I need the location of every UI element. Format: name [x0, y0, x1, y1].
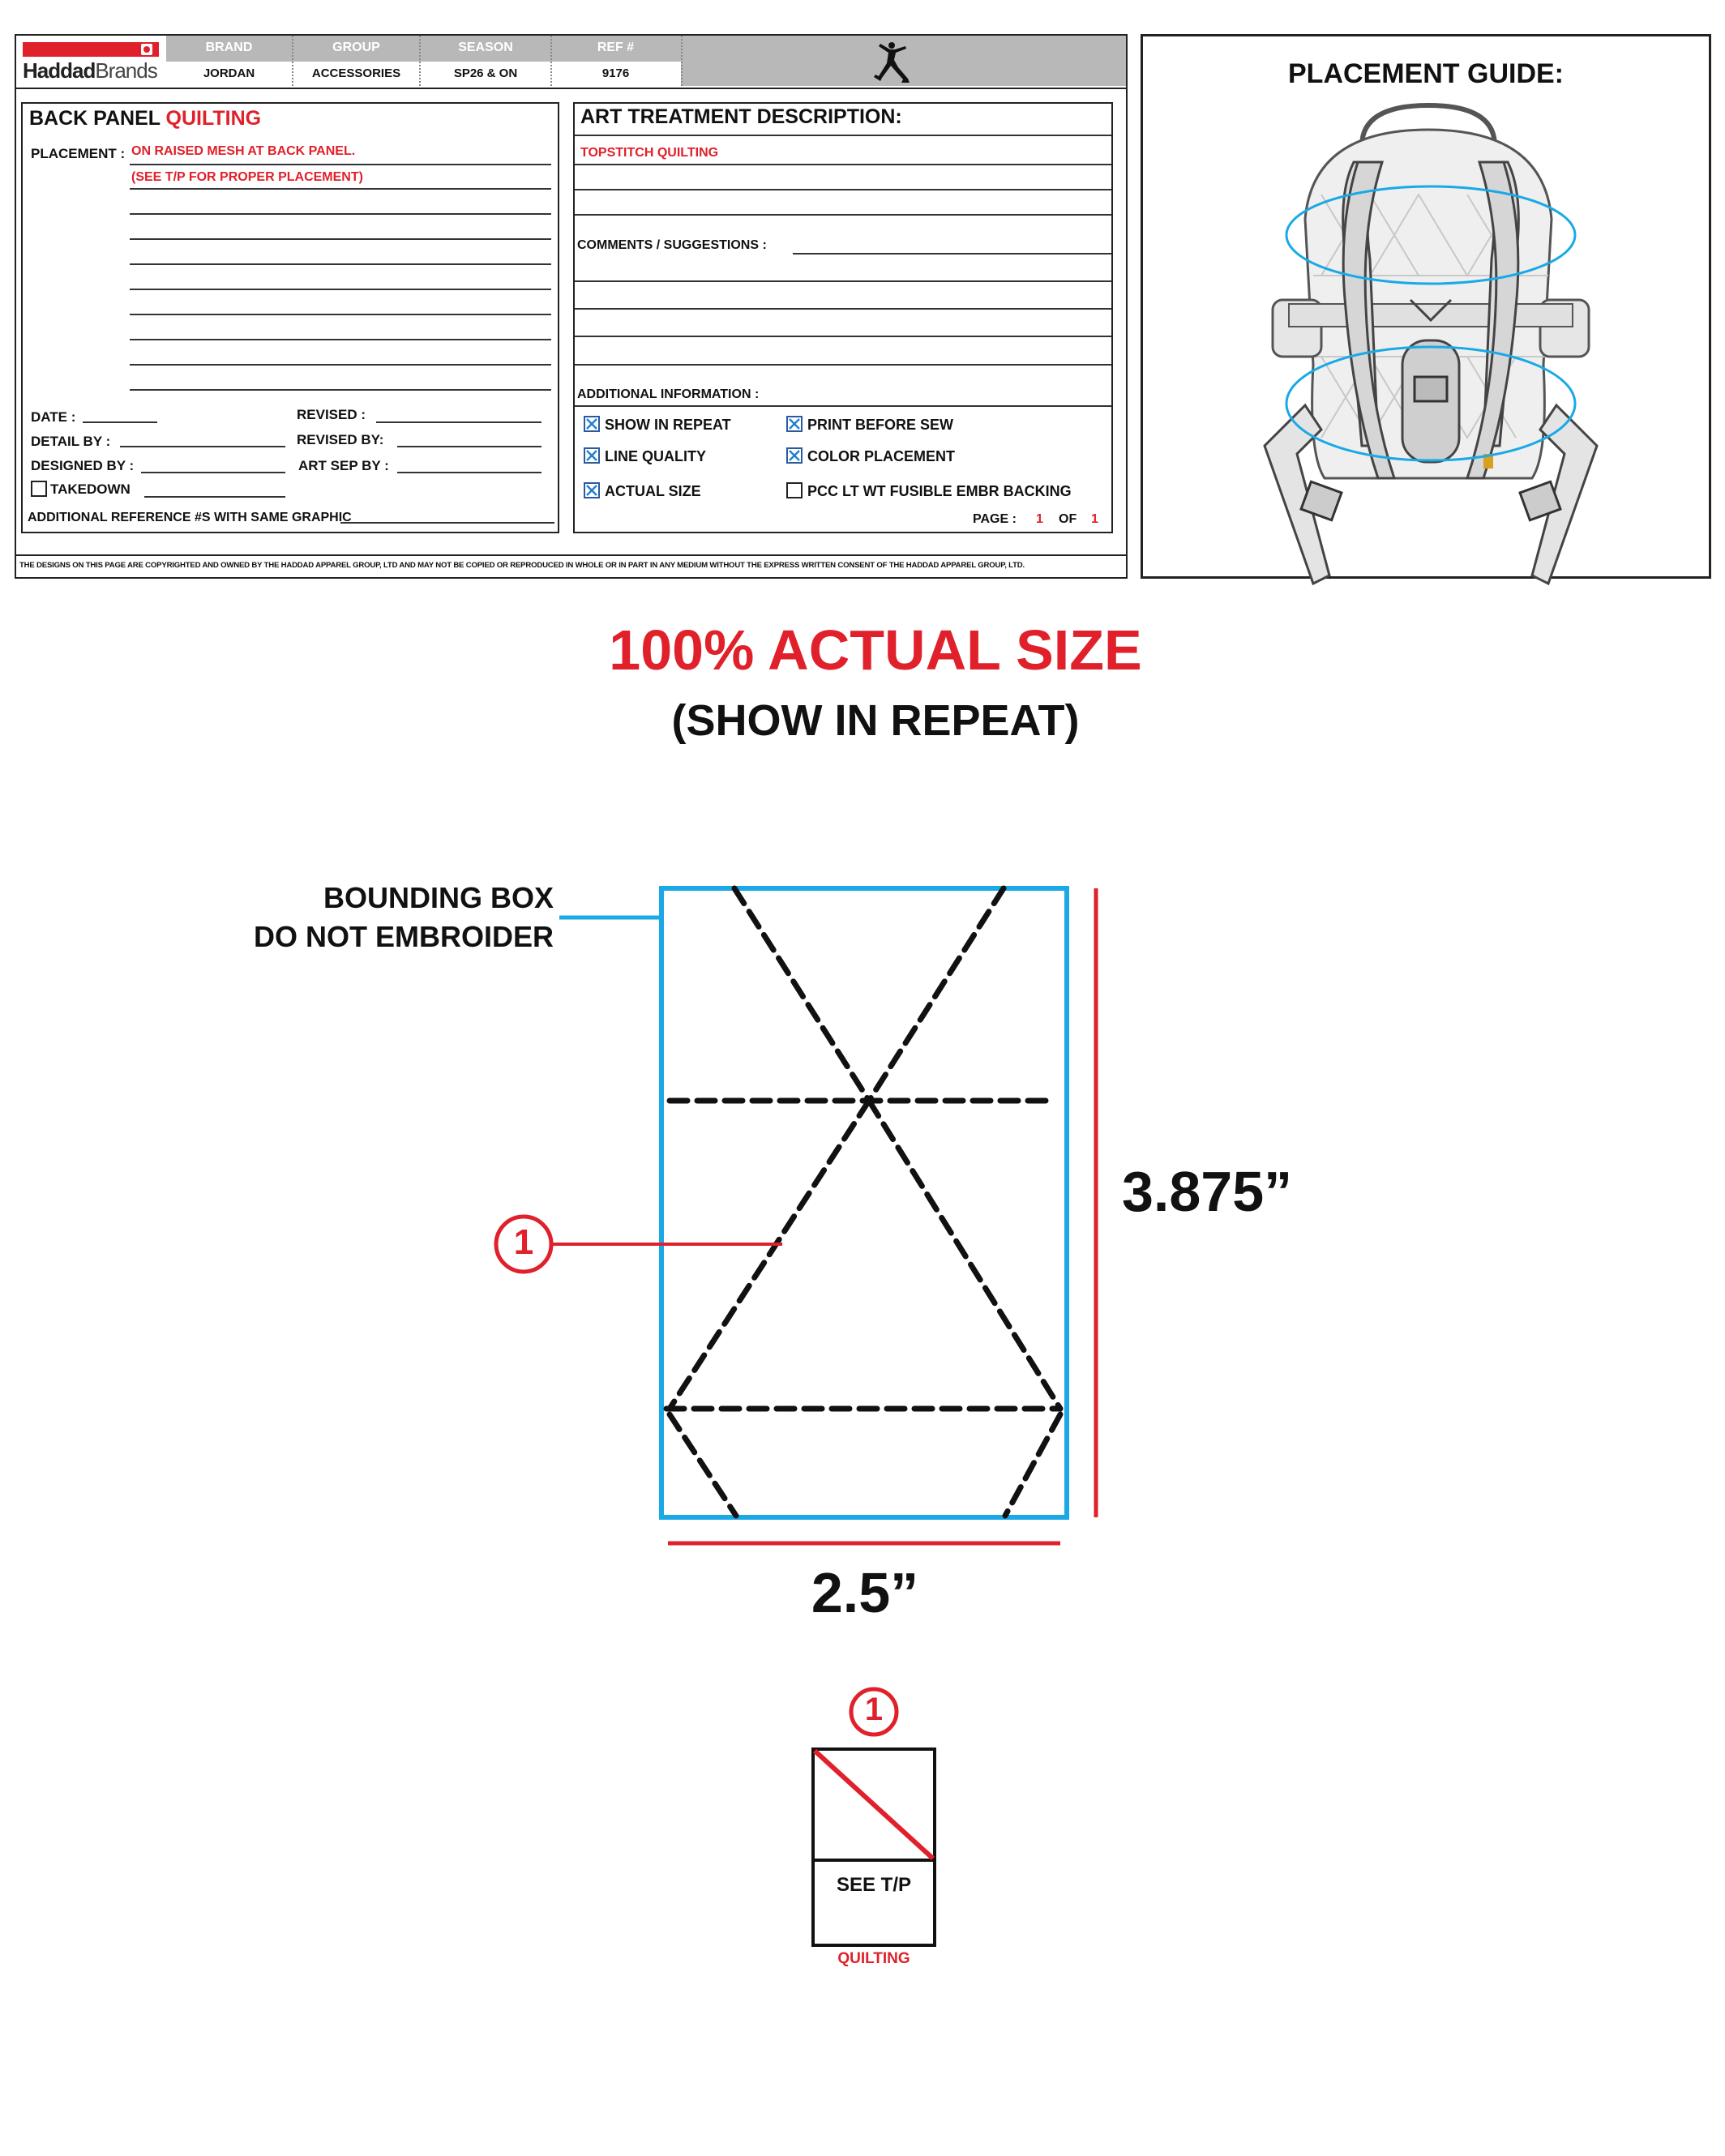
group-value: ACCESSORIES — [311, 66, 401, 80]
fusible-backing-checkbox[interactable] — [786, 482, 803, 498]
group-label: GROUP — [332, 41, 380, 54]
takedown-checkbox[interactable] — [31, 481, 47, 497]
height-dimension-label: 3.875” — [1122, 1160, 1293, 1223]
left-panel-title: BACK PANEL QUILTING — [29, 107, 262, 130]
fusible-backing-label: PCC LT WT FUSIBLE EMBR BACKING — [807, 483, 1072, 499]
check-x-icon — [586, 485, 597, 496]
takedown-label: TAKEDOWN — [50, 481, 131, 497]
quilting-artwork — [478, 875, 1370, 1637]
bounding-box-label-line1: BOUNDING BOX — [323, 881, 554, 914]
color-placement-checkbox[interactable] — [786, 447, 803, 464]
logo-wordmark: HaddadBrands — [23, 58, 157, 83]
designed-by-label: DESIGNED BY : — [31, 458, 135, 473]
revised-label: REVISED : — [297, 407, 366, 422]
show-in-repeat-checkbox[interactable] — [584, 416, 600, 432]
group-cell — [293, 36, 419, 86]
copyright-text: THE DESIGNS ON THIS PAGE ARE COPYRIGHTED AND OWNED BY THE HADDAD APPAREL GROUP, LTD AND MAY NOT BE COPIED OR REPRODUCED IN WHOLE OR IN PART IN ANY MEDIUM WITHOUT THE EXPRESS WRITTEN CONSENT OF THE HADDAD APPAREL GROUP, LTD. — [19, 561, 1025, 570]
subheadline: (SHOW IN REPEAT) — [671, 696, 1080, 745]
right-panel-title: ART TREATMENT DESCRIPTION: — [580, 105, 902, 128]
actual-size-checkbox[interactable] — [584, 482, 600, 498]
line-quality-checkbox[interactable] — [584, 447, 600, 464]
backpack-illustration — [1240, 97, 1621, 593]
treatment-value: TOPSTITCH QUILTING — [580, 146, 719, 160]
page-total: 1 — [1091, 512, 1098, 526]
season-cell — [421, 36, 550, 86]
headline: 100% ACTUAL SIZE — [609, 618, 1142, 682]
actual-size-label: ACTUAL SIZE — [605, 483, 701, 499]
width-dimension-label: 2.5” — [811, 1561, 919, 1624]
ref-value: 9176 — [601, 66, 630, 80]
right-panel — [573, 102, 1113, 533]
check-x-icon — [789, 418, 800, 430]
revised-by-label: REVISED BY: — [297, 432, 384, 447]
color-placement-label: COLOR PLACEMENT — [807, 448, 955, 464]
page-label: PAGE : — [973, 512, 1017, 526]
print-before-sew-label: PRINT BEFORE SEW — [807, 417, 954, 433]
logo-red-bar — [23, 42, 159, 57]
haddad-logo — [23, 42, 161, 83]
ref-cell — [552, 36, 679, 86]
line-quality-label: LINE QUALITY — [605, 448, 706, 464]
placement-guide-title: PLACEMENT GUIDE: — [1288, 58, 1564, 89]
check-x-icon — [586, 418, 597, 430]
print-before-sew-checkbox[interactable] — [786, 416, 803, 432]
topstitch-quilting-lines — [666, 888, 1060, 1516]
placement-label: PLACEMENT : — [31, 146, 126, 161]
brand-value: JORDAN — [203, 66, 255, 80]
check-x-icon — [586, 450, 597, 461]
callout-number: 1 — [513, 1222, 534, 1262]
legend-swatch-text: SEE T/P — [836, 1874, 912, 1896]
brand-label: BRAND — [205, 41, 253, 54]
logo-badge-icon — [141, 44, 152, 55]
placement-line2: (SEE T/P FOR PROPER PLACEMENT) — [131, 170, 363, 184]
jumpman-logo-icon — [869, 41, 918, 84]
season-value: SP26 & ON — [453, 66, 518, 80]
date-label: DATE : — [31, 409, 76, 425]
season-label: SEASON — [458, 41, 513, 54]
legend-number: 1 — [864, 1692, 884, 1727]
placement-line1: ON RAISED MESH AT BACK PANEL. — [131, 144, 356, 158]
additional-ref-label: ADDITIONAL REFERENCE #S WITH SAME GRAPHIC — [28, 511, 352, 524]
legend-caption: QUILTING — [837, 1950, 910, 1967]
page-current: 1 — [1036, 512, 1043, 526]
bounding-box-label-line2: DO NOT EMBROIDER — [253, 920, 554, 953]
art-sep-by-label: ART SEP BY : — [298, 458, 389, 473]
detail-by-label: DETAIL BY : — [31, 434, 111, 449]
header-bar — [16, 36, 1126, 88]
additional-info-label: ADDITIONAL INFORMATION : — [577, 387, 760, 401]
legend-swatch — [811, 1747, 937, 1949]
ref-label: REF # — [597, 41, 635, 54]
show-in-repeat-label: SHOW IN REPEAT — [605, 417, 731, 433]
bounding-box — [661, 888, 1067, 1517]
page-of-label: OF — [1059, 512, 1077, 526]
brand-cell — [166, 36, 292, 86]
check-x-icon — [789, 450, 800, 461]
comments-label: COMMENTS / SUGGESTIONS : — [577, 238, 767, 252]
